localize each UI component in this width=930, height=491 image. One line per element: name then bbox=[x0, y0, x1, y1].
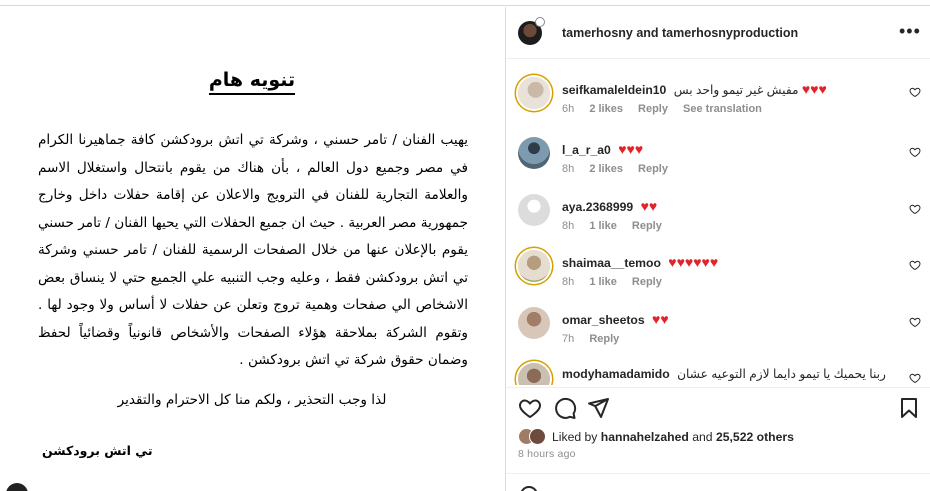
reply-button[interactable]: Reply bbox=[631, 220, 662, 232]
commenter-avatar[interactable] bbox=[518, 307, 550, 339]
post-sidebar bbox=[505, 7, 930, 491]
verified-icon bbox=[535, 17, 545, 27]
liker-username[interactable]: hannahelzahed bbox=[600, 430, 689, 444]
reply-button[interactable]: Reply bbox=[638, 103, 668, 115]
add-comment-bar bbox=[506, 473, 930, 491]
comment-username[interactable]: l_a_r_a0 bbox=[562, 143, 611, 157]
comment-like-heart-icon[interactable] bbox=[909, 316, 921, 328]
comment-username[interactable]: omar_sheetos bbox=[562, 313, 645, 327]
post-header bbox=[506, 7, 930, 59]
carousel-dot-icon[interactable] bbox=[6, 483, 28, 491]
action-bar bbox=[506, 387, 930, 427]
comment-time: 8h bbox=[562, 220, 575, 232]
top-border bbox=[0, 0, 930, 6]
document-signature: تي اتش برودكشن bbox=[42, 443, 153, 458]
reply-button[interactable]: Reply bbox=[631, 276, 662, 288]
commenter-avatar[interactable] bbox=[518, 137, 550, 169]
post-timestamp[interactable]: 8 hours ago bbox=[518, 448, 576, 460]
paper-plane-icon[interactable] bbox=[586, 396, 610, 420]
reply-button[interactable]: Reply bbox=[638, 163, 668, 175]
liked-by-label: Liked by bbox=[552, 430, 598, 444]
more-options-icon[interactable]: ••• bbox=[899, 21, 921, 41]
comment-username[interactable]: seifkamaleldein10 bbox=[562, 83, 667, 97]
comment-likes[interactable]: 2 likes bbox=[589, 163, 623, 175]
comment-likes[interactable]: 1 like bbox=[589, 220, 617, 232]
comment-bubble-icon[interactable] bbox=[553, 396, 577, 420]
likes-count[interactable]: 25,522 others bbox=[715, 430, 794, 444]
comment-likes[interactable]: 1 like bbox=[589, 276, 617, 288]
reply-button[interactable]: Reply bbox=[589, 333, 620, 345]
comment-like-heart-icon[interactable] bbox=[909, 203, 921, 215]
comment-like-heart-icon[interactable] bbox=[909, 86, 921, 98]
heart-emoji-icon: ♥♥♥ bbox=[801, 81, 827, 97]
comment-username[interactable]: shaimaa__temoo bbox=[562, 256, 661, 270]
see-translation-button[interactable]: See translation bbox=[683, 103, 762, 115]
comment-text: ربنا يحميك يا تيمو دايما لازم التوعيه عشان bbox=[677, 367, 886, 381]
comment-time: 6h bbox=[562, 103, 575, 115]
comment-text: مفيش غير تيمو واحد بس bbox=[673, 83, 799, 97]
document-closing: لذا وجب التحذير ، ولكم منا كل الاحترام والتقدير bbox=[117, 392, 387, 408]
comment-time: 7h bbox=[562, 333, 575, 345]
commenter-avatar[interactable] bbox=[518, 77, 550, 109]
like-heart-icon[interactable] bbox=[518, 396, 542, 420]
commenter-avatar[interactable] bbox=[518, 250, 550, 282]
emoji-icon[interactable] bbox=[520, 486, 538, 491]
commenter-avatar[interactable] bbox=[518, 194, 550, 226]
comment-username[interactable]: aya.2368999 bbox=[562, 200, 634, 214]
author-names[interactable]: tamerhosny and tamerhosnyproduction bbox=[562, 26, 799, 40]
heart-emoji-icon: ♥♥ bbox=[640, 198, 658, 214]
comment-like-heart-icon[interactable] bbox=[909, 146, 921, 158]
comment-time: 8h bbox=[562, 163, 575, 175]
commenter-avatar[interactable] bbox=[518, 363, 550, 385]
document-body: يهيب الفنان / تامر حسني ، وشركة تي اتش برودكشن كافة جماهيرنا الكرام في مصر وجميع دول العالم ، بأن هناك من يقوم بانتحال واستغلال الاسم والعلامة التجارية للفنان في الترويج والاعلان عن إقامة حفلات داخل وخارج جمهورية مصر العربية . حيث ان جميع الحفلات التي يحيها الفنان / تامر حسني يقوم بالإعلان عنها من خلال الصفحات الرسمية للفنان / تامر حسني وشركة تي اتش برودكشن فقط ، وعليه وجب التنبيه علي الجميع حتي لا ينساق بعض الاشخاص الي صفحات وهمية تروج وتعلن عن حفلات لا أساس ولا وجود لها . وتقوم الشركة بملاحقة هؤلاء الصفحات والأشخاص قانونياً وقضائياً لحفظ وضمان حقوق شركة تي اتش برودكشن . bbox=[38, 132, 468, 368]
heart-emoji-icon: ♥♥ bbox=[652, 311, 669, 327]
comment-like-heart-icon[interactable] bbox=[909, 372, 921, 384]
comments-list[interactable] bbox=[506, 60, 930, 385]
bookmark-icon[interactable] bbox=[897, 396, 921, 420]
liker-avatar[interactable] bbox=[529, 428, 546, 445]
comment-username[interactable]: modyhamadamido bbox=[562, 367, 670, 381]
comment-like-heart-icon[interactable] bbox=[909, 259, 921, 271]
heart-emoji-icon: ♥♥♥♥♥♥ bbox=[668, 254, 719, 270]
comment-time: 8h bbox=[562, 276, 575, 288]
comment-likes[interactable]: 2 likes bbox=[589, 103, 623, 115]
post-image bbox=[0, 7, 504, 491]
heart-emoji-icon: ♥♥♥ bbox=[618, 141, 644, 157]
likes-and-label: and bbox=[692, 430, 713, 444]
document-title: تنويه هام bbox=[0, 69, 504, 91]
